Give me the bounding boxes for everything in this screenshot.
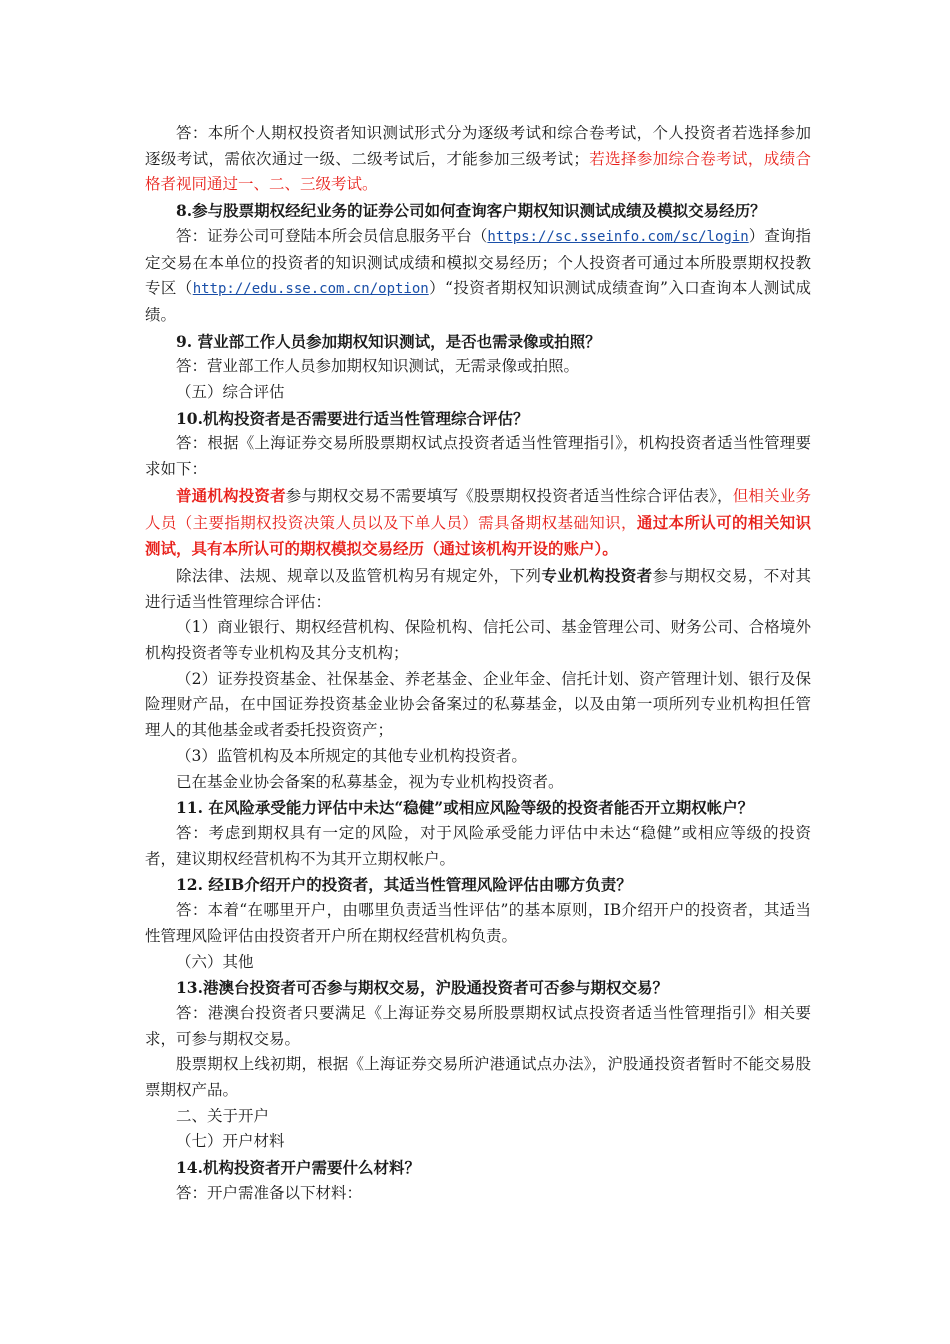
answer-13-extra: 股票期权上线初期，根据《上海证券交易所沪港通试点办法》，沪股通投资者暂时不能交易股票期权产品。	[145, 1055, 811, 1100]
answer-8	[145, 224, 811, 329]
answer-8-part2: ）查询指定交易在本单位的投资者的知识测试成绩和模拟交易经历；个人投资者可通过本所股票期权投教专区（	[145, 226, 811, 298]
part-heading-2: 二、关于开户	[176, 1106, 270, 1125]
document-body	[145, 121, 811, 1207]
ordinary-institution-term: 普通机构投资者	[176, 485, 286, 505]
question-10: 10.机构投资者是否需要进行适当性管理综合评估？	[176, 408, 529, 428]
list-item: （2）证券投资基金、社保基金、养老基金、企业年金、信托计划、资产管理计划、银行及保险理财产品，在中国证券投资基金业协会备案过的私募基金，以及由第一项所列专业机构担任管理人的其他基金或者委托投资资产；	[145, 669, 811, 740]
answer-9: 答：营业部工作人员参加期权知识测试，无需录像或拍照。	[176, 357, 580, 376]
question-11: 11. 在风险承受能力评估中未达“稳健”或相应风险等级的投资者能否开立期权帐户？	[176, 798, 754, 818]
answer-7-text: 答：本所个人期权投资者知识测试形式分为逐级考试和综合卷考试，个人投资者若选择参加逐级考试，需依次通过一级、二级考试后，才能参加三级考试；	[145, 124, 811, 168]
answer-14: 答：开户需准备以下材料：	[176, 1183, 363, 1202]
section-heading-7: （七）开户材料	[176, 1132, 285, 1151]
professional-institution-term: 专业机构投资者	[541, 565, 653, 585]
question-14: 14.机构投资者开户需要什么材料？	[176, 1158, 420, 1178]
question-8: 8.参与股票期权经纪业务的证券公司如何查询客户期权知识测试成绩及模拟交易经历？	[176, 201, 766, 221]
answer-10-note: 已在基金业协会备案的私募基金，视为专业机构投资者。	[176, 772, 564, 791]
answer-7-highlight: 若选择参加综合卷考试，成绩合格者视同通过一、二、三级考试。	[145, 149, 811, 194]
option-edu-link[interactable]: http://edu.sse.com.cn/option	[192, 281, 429, 298]
section-heading-5: （五）综合评估	[176, 383, 285, 402]
answer-10-ordinary-institutions	[145, 483, 811, 563]
answer-10-p2-highlight: 但相关业务人员（主要指期权投资决策人员以及下单人员）需具备期权基础知识，	[145, 486, 811, 532]
question-13: 13.港澳台投资者可否参与期权交易，沪股通投资者可否参与期权交易？	[176, 978, 668, 998]
answer-10-p2-text: 参与期权交易不需要填写《股票期权投资者适当性综合评估表》，	[285, 486, 733, 505]
answer-10-p2-highlight-bold: 通过本所认可的相关知识测试，具有本所认可的期权模拟交易经历（通过该机构开设的账户）。	[145, 512, 811, 559]
member-platform-link[interactable]: https://sc.sseinfo.com/sc/login	[487, 228, 749, 245]
answer-10: 答：根据《上海证券交易所股票期权试点投资者适当性管理指引》，机构投资者适当性管理要求如下：	[145, 434, 811, 479]
answer-10-p3-text2: 参与期权交易，不对其进行适当性管理综合评估：	[145, 566, 811, 611]
answer-7	[145, 121, 811, 198]
question-9: 9. 营业部工作人员参加期权知识测试，是否也需录像或拍照？	[176, 331, 601, 351]
answer-13: 答：港澳台投资者只要满足《上海证券交易所股票期权试点投资者适当性管理指引》相关要求，可参与期权交易。	[145, 1003, 811, 1048]
answer-8-part3: ）“投资者期权知识测试成绩查询”入口查询本人测试成绩。	[145, 279, 811, 324]
answer-12: 答：本着“在哪里开户，由哪里负责适当性评估”的基本原则，IB介绍开户的投资者，其适当性管理风险评估由投资者开户所在期权经营机构负责。	[145, 901, 811, 945]
answer-8-part1: 答：证券公司可登陆本所会员信息服务平台（	[176, 226, 488, 245]
answer-10-p3-text1: 除法律、法规、规章以及监管机构另有规定外，下列	[176, 566, 542, 585]
section-heading-6: （六）其他	[176, 952, 254, 971]
answer-10-professional-institutions	[145, 563, 811, 615]
list-item: （1）商业银行、期权经营机构、保险机构、信托公司、基金管理公司、财务公司、合格境外机构投资者等专业机构及其分支机构；	[145, 618, 811, 663]
answer-11: 答：考虑到期权具有一定的风险，对于风险承受能力评估中未达“稳健”或相应等级的投资者，建议期权经营机构不为其开立期权帐户。	[145, 823, 811, 868]
list-item: （3）监管机构及本所规定的其他专业机构投资者。	[176, 746, 527, 765]
question-12: 12. 经IB介绍开户的投资者，其适当性管理风险评估由哪方负责？	[176, 875, 632, 895]
